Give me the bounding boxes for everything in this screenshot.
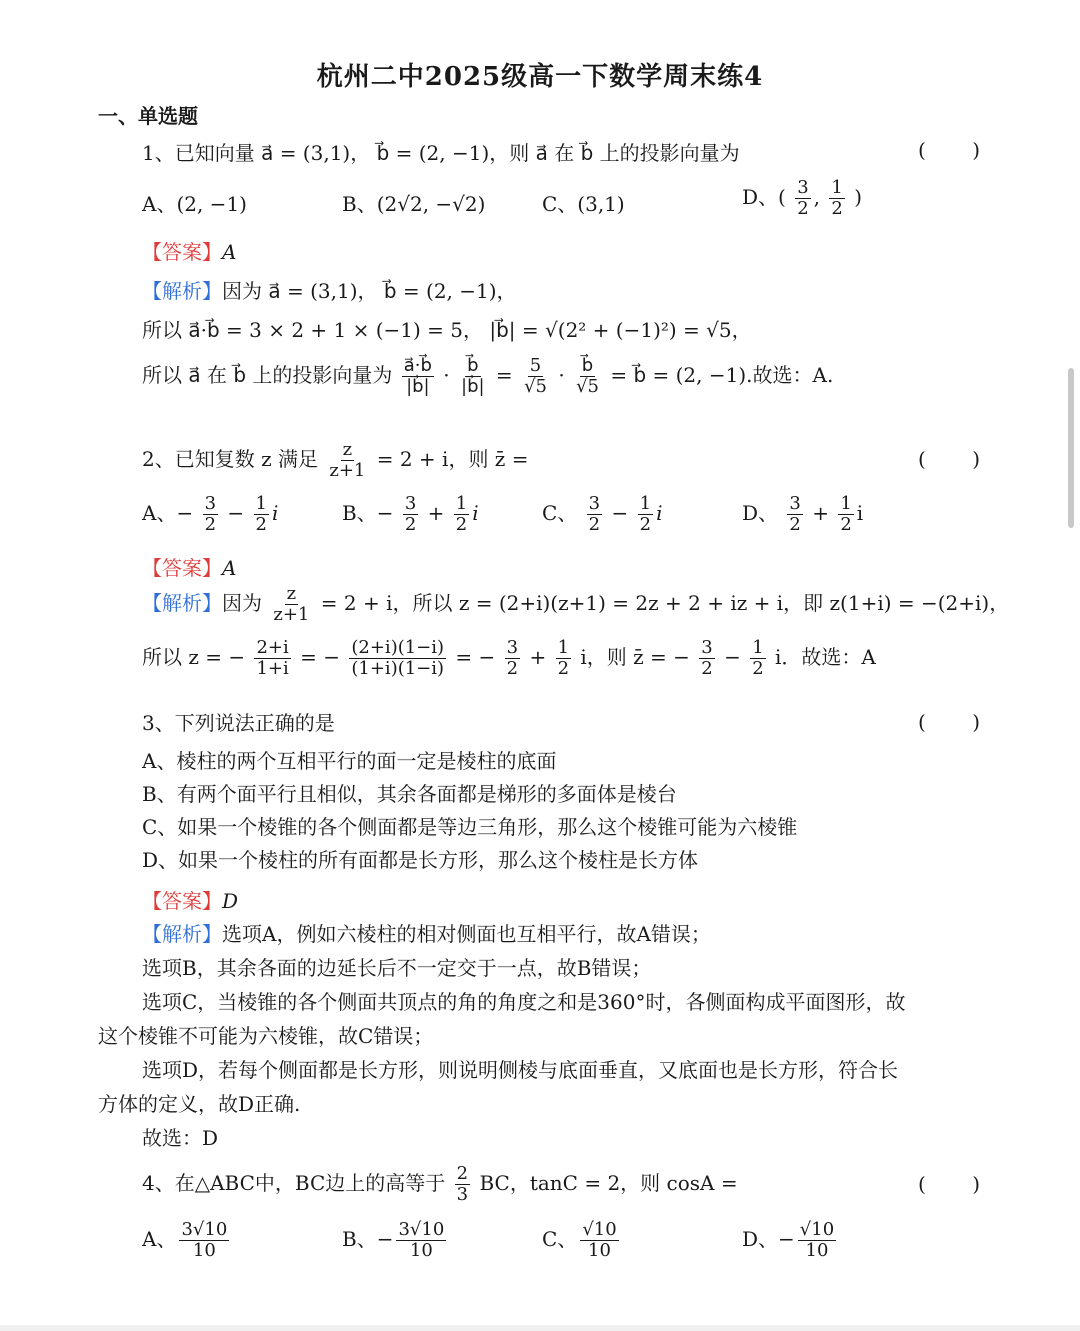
q2-answer-bracket[interactable]: ( ) bbox=[918, 447, 980, 471]
q4-option-a: A、 $\frac{3√10}{10}$ bbox=[142, 1219, 228, 1261]
q1-stem: 1、已知向量 a⃗ = (3,1)， b⃗ = (2, −1)，则 a⃗ 在 b⃗ 上的投影向量为 bbox=[142, 141, 740, 165]
q3-answer: 【答案】D bbox=[142, 889, 239, 913]
page-title: 杭州二中2025级高一下数学周末练4 bbox=[316, 62, 764, 92]
q3-analysis-2: 选项B，其余各面的边延长后不一定交于一点，故B错误； bbox=[142, 956, 652, 980]
q2-answer: 【答案】A bbox=[142, 556, 237, 580]
q2-analysis-1: 【解析】因为 $\frac{z}{z+1}$ = 2 + i，所以 z = (2+i)(z+1) = 2z + 2 + iz + i，即 z(1+i) = −(2+i)， bbox=[142, 583, 1010, 625]
q2-analysis-2: 所以 z = − $\frac{2+i}{1+i}$ = − $\frac{(2+i)(1-i)}{(1+i)(1-i)}$ = − $\frac{3}{2}$ + $\frac{1}{2}$ i，则 z̄ = − $\frac{3}{2}$ − $\frac{1}{2}$ i．故选：A bbox=[142, 637, 876, 679]
q2-option-a: A、− $\frac{3}{2}$ − $\frac{1}{2}$ i bbox=[142, 493, 279, 535]
vertical-scrollbar[interactable] bbox=[1068, 368, 1074, 528]
q3-analysis-3: 选项C，当棱锥的各个侧面共顶点的角的角度之和是360°时，各侧面构成平面图形，故 bbox=[142, 990, 906, 1014]
q3-analysis-4: 这个棱锥不可能为六棱锥，故C错误； bbox=[98, 1024, 434, 1048]
q2-option-d: D、 $\frac{3}{2}$ + $\frac{1}{2}$ i bbox=[742, 493, 864, 535]
q3-analysis-1: 【解析】选项A，例如六棱柱的相对侧面也互相平行，故A错误； bbox=[142, 922, 711, 946]
q3-option-a: A、棱柱的两个互相平行的面一定是棱柱的底面 bbox=[142, 749, 557, 773]
q3-analysis-6: 方体的定义，故D正确. bbox=[98, 1092, 301, 1116]
q1-option-b: B、(2√2, −√2) bbox=[342, 192, 486, 216]
answer-tag: 【答案】 bbox=[142, 240, 222, 264]
paren-left: ( bbox=[918, 138, 926, 162]
q1-option-d: D、( $\frac{3}{2}$ , $\frac{1}{2}$ ) bbox=[742, 177, 862, 219]
fraction: $\frac{3}{2}$ bbox=[797, 177, 809, 219]
q1-analysis-3: 所以 a⃗ 在 b⃗ 上的投影向量为 $\frac{a⃗\cdot b⃗}{|b⃗|}$ · $\frac{b⃗}{|b⃗|}$ = $\frac{5}{√5}$ · $\frac{b⃗}{√5}$ = b⃗ = (2, −1).故选：A. bbox=[142, 355, 834, 397]
fraction: $\frac{5}{√5}$ bbox=[524, 355, 547, 397]
q1-answer bbox=[142, 236, 236, 265]
fraction: $\frac{a⃗\cdot b⃗}{|b⃗|}$ bbox=[403, 355, 432, 397]
q1-analysis-1: 【解析】因为 a⃗ = (3,1)， b⃗ = (2, −1)， bbox=[142, 279, 517, 303]
fraction: $\frac{b⃗}{√5}$ bbox=[576, 355, 599, 397]
q4-option-c: C、 $\frac{√10}{10}$ bbox=[542, 1219, 617, 1261]
section-heading: 一、单选题 bbox=[98, 104, 198, 128]
q1-analysis-2: 所以 a⃗·b⃗ = 3 × 2 + 1 × (−1) = 5， |b⃗| = √(2² + (−1)²) = √5， bbox=[142, 318, 752, 342]
fraction: $\frac{b⃗}{|b⃗|}$ bbox=[461, 355, 485, 397]
analysis-tag: 【解析】 bbox=[142, 279, 222, 303]
q2-stem: 2、已知复数 z 满足 $\frac{z}{z+1}$ = 2 + i，则 z̄ = bbox=[142, 439, 529, 481]
bottom-edge bbox=[0, 1325, 1080, 1331]
q3-stem: 3、下列说法正确的是 bbox=[142, 711, 335, 735]
q3-option-c: C、如果一个棱锥的各个侧面都是等边三角形，那么这个棱锥可能为六棱锥 bbox=[142, 815, 798, 839]
q2-option-c: C、 $\frac{3}{2}$ − $\frac{1}{2}$ i bbox=[542, 493, 663, 535]
q1-answer-bracket[interactable] bbox=[918, 138, 980, 162]
q4-option-d: D、− $\frac{√10}{10}$ bbox=[742, 1219, 835, 1261]
paren-right: ) bbox=[972, 138, 980, 162]
q1-option-a: A、(2, −1) bbox=[142, 192, 247, 216]
q2-option-b: B、− $\frac{3}{2}$ + $\frac{1}{2}$ i bbox=[342, 493, 479, 535]
q1-option-c: C、(3,1) bbox=[542, 192, 625, 216]
q4-option-b: B、− $\frac{3√10}{10}$ bbox=[342, 1219, 445, 1261]
q4-answer-bracket[interactable]: ( ) bbox=[918, 1172, 980, 1196]
q3-option-d: D、如果一个棱柱的所有面都是长方形，那么这个棱柱是长方体 bbox=[142, 848, 699, 872]
fraction: $\frac{z}{z+1}$ bbox=[329, 439, 366, 481]
q1-option-d-prefix: D、( bbox=[742, 185, 786, 209]
q3-analysis-7: 故选：D bbox=[142, 1126, 219, 1150]
answer-value: A bbox=[222, 240, 237, 264]
q3-option-b: B、有两个面平行且相似，其余各面都是梯形的多面体是棱台 bbox=[142, 782, 677, 806]
q3-answer-bracket[interactable]: ( ) bbox=[918, 710, 980, 734]
fraction: $\frac{1}{2}$ bbox=[831, 177, 843, 219]
q3-analysis-5: 选项D，若每个侧面都是长方形，则说明侧棱与底面垂直，又底面也是长方形，符合长 bbox=[142, 1058, 899, 1082]
q4-stem: 4、在△ABC中，BC边上的高等于 $\frac{2}{3}$ BC，tanC = 2，则 cosA = bbox=[142, 1163, 738, 1205]
